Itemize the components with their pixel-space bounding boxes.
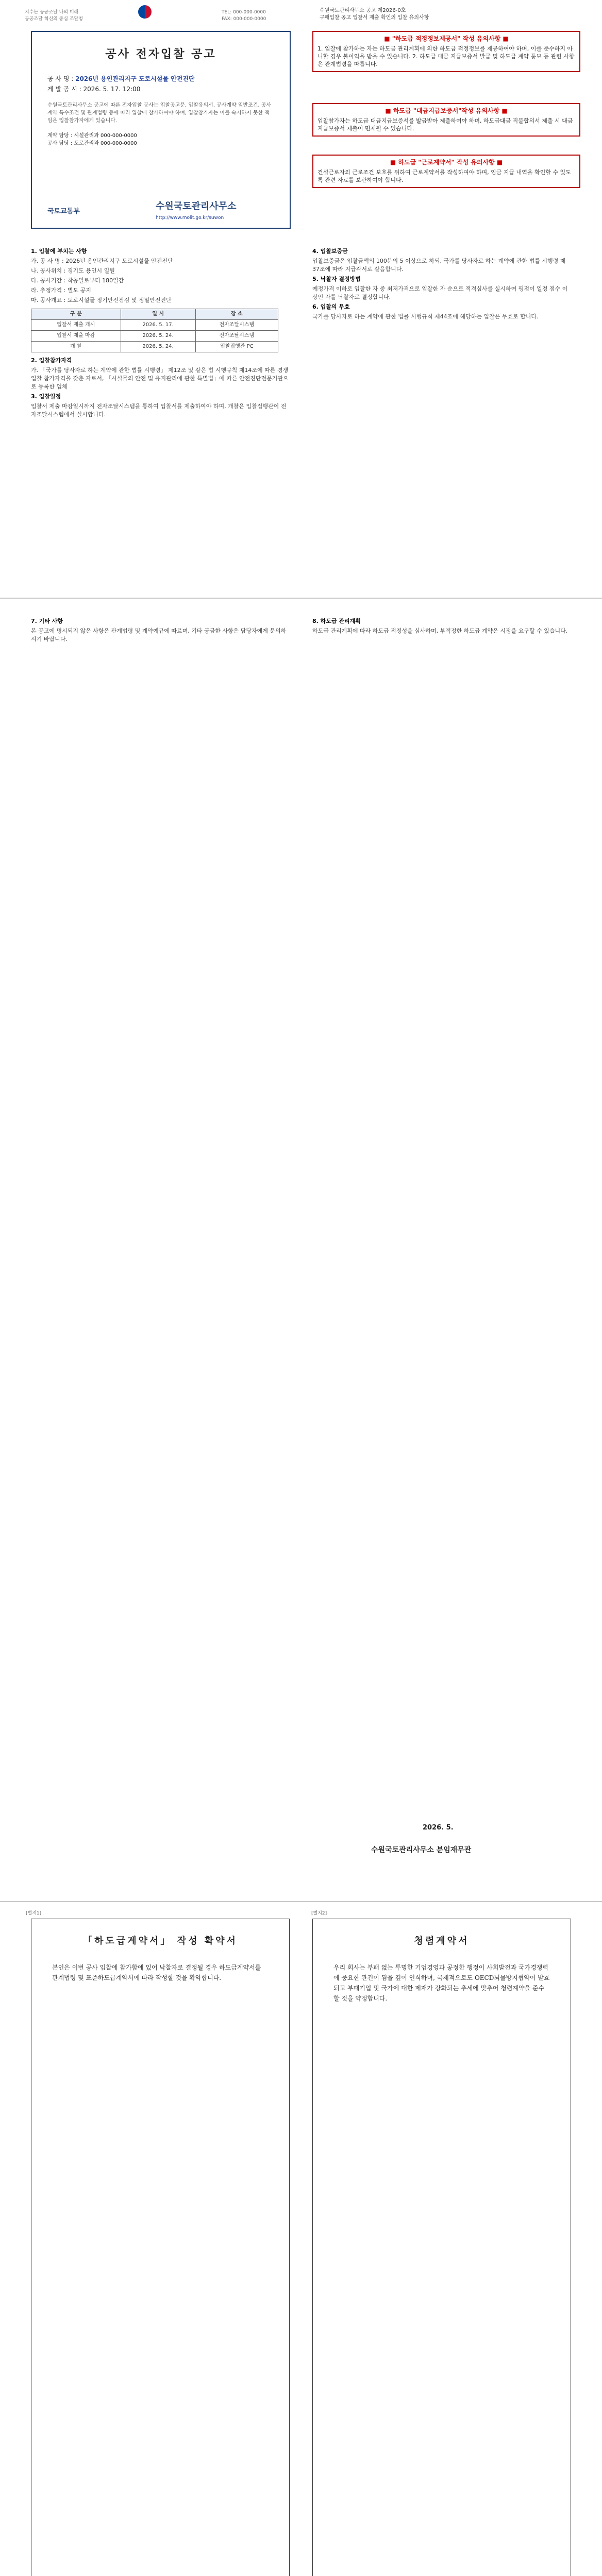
form-integrity: 청렴계약서 우리 회사는 부패 없는 투명한 기업경영과 공정한 행정이 사회발전과 국가경쟁력에 중요한 관건이 됨을 깊이 인식하며, 국제적으로도 OECD뇌물방지협약이 발효되고 부패기업 및 국가에 대한 제재가 강화되는 추세에 맞추어 청렴계약을 준수할 것을 약정합니다.	[312, 1919, 571, 2576]
right-box-1: ■ "하도급 적정정보제공서" 작성 유의사항 ■ 1. 입찰에 참가하는 자는 하도급 관리계획에 의한 하도급 적정정보를 제공하여야 하며, 이를 준수하지 아니할 경우 불이익을 받을 수 있습니다. 2. 하도급 대금 지급보증서 발급 및 하도급 계약 통보 등 관련 사항은 관계법령을 따릅니다.	[312, 31, 580, 72]
govt-logo-icon	[138, 5, 152, 19]
left-col-2: 7. 기타 사항 본 공고에 명시되지 않은 사항은 관계법령 및 계약예규에 따르며, 기타 궁금한 사항은 담당자에게 문의하시기 바랍니다.	[31, 618, 287, 642]
page-3	[0, 1278, 602, 1896]
page-divider	[0, 1901, 602, 1902]
header-right: 수원국토관리사무소 공고 제2026-0호 구매입찰 공고 입찰서 제출 확인의 입찰 유의사항	[320, 8, 429, 21]
notice-date: 2026. 5. 17. 12:00	[83, 86, 141, 93]
notice-intro: 수원국토관리사무소 공고에 따른 전자입찰 공사는 입찰공고문, 입찰유의서, 공사계약 일반조건, 공사계약 특수조건 및 관계법령 등에 따라 입찰에 참가하여야 하며, 입찰참가자는 이를 숙지하지 못한 책임은 입찰참가자에게 있습니다.	[47, 103, 272, 124]
agency-right: 수원국토관리사무소	[156, 201, 237, 212]
left-col-1: 1. 입찰에 부치는 사항 가. 공 사 명 : 2026년 용인관리지구 도로시설물 안전진단 나. 공사위치 : 경기도 용인시 일원 다. 공사기간 : 착공일로부터 180일간 라. 추정가격 : 별도 공지 마. 공사개요 : 도로시설물 정기안전점검 및 정밀안전진단 구 분 일 시 장 소 입찰서 제출 개시 2026. 5. 17. 전자조달시스템 입찰서 제출 마감 2026. 5. 24. 전자조달시스템 개 찰 2026. 5. 24. 입찰집행관 PC 2. 입찰참가자격 가. 「국가를 당사자로 하는 계약에 관한 법률 시행령」 제12조 및 같은 법 시행규칙 제14조에 따른 경쟁입찰 참가자격을 갖춘 자로서, 「시설물의 안전 및 유지관리에 관한 특별법」에 따른 안전진단전문기관으로 등록한 업체 3. 입찰일정 입찰서 제출 마감일시까지 전자조달시스템을 통하여 입찰서를 제출하여야 하며, 개찰은 입찰집행관이 전자조달시스템에서 실시합니다.	[31, 248, 289, 418]
table-row: 입찰서 제출 마감 2026. 5. 24. 전자조달시스템	[31, 331, 278, 342]
right-col-1: 4. 입찰보증금 입찰보증금은 입찰금액의 100분의 5 이상으로 하되, 국가를 당사자로 하는 계약에 관한 법률 시행령 제37조에 따라 지급각서로 갈음합니다. 5. 낙찰자 결정방법 예정가격 이하로 입찰한 자 중 최저가격으로 입찰한 자 순으로 적격심사를 실시하여 평점이 일정 점수 이상인 자를 낙찰자로 결정합니다. 6. 입찰의 무효 국가를 당사자로 하는 계약에 관한 법률 시행규칙 제44조에 해당하는 입찰은 무효로 합니다.	[312, 248, 568, 320]
closing-signer: 수원국토관리사무소 분임재무관	[371, 1846, 472, 1854]
right-box-3: ■ 하도급 "근로계약서" 작성 유의사항 ■ 건설근로자의 근로조건 보호를 위하여 근로계약서를 작성하여야 하며, 임금 지급 내역을 확인할 수 있도록 관련 자료를 보관하여야 합니다.	[312, 155, 580, 188]
page-divider	[0, 598, 602, 599]
form-subcontract: 「하도급계약서」 작성 확약서 본인은 이번 공사 입찰에 참가함에 있어 낙찰자로 결정될 경우 하도급계약서를 관계법령 및 표준하도급계약서에 따라 작성할 것을 확약합니다.	[31, 1919, 290, 2576]
notice-title: 공사 전자입찰 공고	[105, 48, 216, 61]
closing-date: 2026. 5.	[423, 1824, 454, 1832]
schedule-table: 구 분 일 시 장 소 입찰서 제출 개시 2026. 5. 17. 전자조달시스템 입찰서 제출 마감 2026. 5. 24. 전자조달시스템 개 찰 2026. 5. 24. 입찰집행관 PC	[31, 309, 278, 352]
right-col-2: 8. 하도급 관리계획 하도급 관리계획에 따라 하도급 적정성을 심사하며, 부적정한 하도급 계약은 시정을 요구할 수 있습니다.	[312, 618, 568, 634]
page-2	[0, 602, 602, 1272]
form-label-2: [별지2]	[311, 1911, 327, 1916]
contact-rows: 계약 담당 : 시설관리과 000-000-0000 공사 담당 : 도로관리과 000-000-0000	[47, 133, 137, 146]
notice-cover: 공사 전자입찰 공고 공 사 명 : 2026년 용인관리지구 도로시설물 안전진단 게 발 공 시 : 2026. 5. 17. 12:00 수원국토관리사무소 공고에 따른 전자입찰 공사는 입찰공고문, 입찰유의서, 공사계약 일반조건, 공사계약 특수조건 및 관계법령 등에 따라 입찰에 참가하여야 하며, 입찰참가자는 이를 숙지하지 못한 책임은 입찰참가자에게 있습니다. 계약 담당 : 시설관리과 000-000-0000 공사 담당 : 도로관리과 000-000-0000 국토교통부 수원국토관리사무소 http://www.molit.go.kr/suwon	[31, 31, 291, 229]
header-left: 지수는 공공조달 나의 미래 공공조달 혁신의 중심 조달청	[25, 10, 83, 22]
right-box-2: ■ 하도급 "대금지급보증서"작성 유의사항 ■ 입찰참가자는 하도급 대금지급보증서를 발급받아 제출하여야 하며, 하도급대금 직불합의서 제출 시 대금지급보증서 제출이 면제될 수 있습니다.	[312, 103, 580, 137]
form-label-1: [별지1]	[26, 1911, 42, 1916]
project-name: 2026년 용인관리지구 도로시설물 안전진단	[75, 75, 195, 82]
header-contact: TEL: 000-000-0000 FAX: 000-000-0000	[222, 10, 266, 22]
table-row: 개 찰 2026. 5. 24. 입찰집행관 PC	[31, 342, 278, 352]
table-row: 입찰서 제출 개시 2026. 5. 17. 전자조달시스템	[31, 320, 278, 331]
agency-left: 국토교통부	[47, 208, 80, 215]
page-1	[0, 0, 602, 598]
agency-url[interactable]: http://www.molit.go.kr/suwon	[156, 215, 224, 221]
